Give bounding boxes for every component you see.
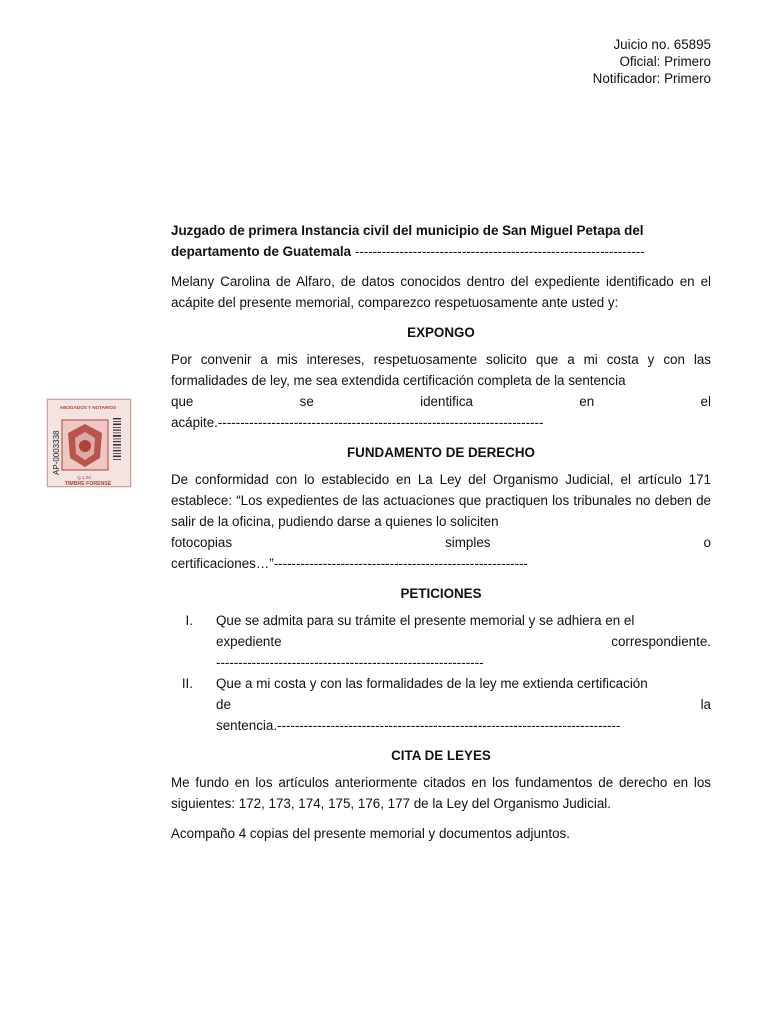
fundamento-paragraph: De conformidad con lo establecido en La Ley del Organismo Judicial, el artículo 171 establece: “Los expedientes de las actuaciones que practiquen los tribunales no deben de salir de la oficina, pudiendo darse a quienes lo soliciten — [171, 472, 711, 529]
peticion-text: Que a mi costa y con las formalidades de la ley me extienda certificación — [216, 676, 648, 691]
section-title-expongo: EXPONGO — [407, 325, 475, 340]
expongo-paragraph: Por convenir a mis intereses, respetuosamente solicito que a mi costa y con las formalidades de ley, me sea extendida certificación completa de la sentencia — [171, 352, 711, 388]
expongo-tail: acápite.------------------------------------------------------------------------- — [171, 415, 544, 430]
peticion-text: Que se admita para su trámite el presente memorial y se adhiera en el — [216, 613, 635, 628]
stamp-top-text: ABOGADOS Y NOTARIOS — [59, 405, 117, 410]
intro-paragraph: Melany Carolina de Alfaro, de datos conocidos dentro del expediente identificado en el acápite del presente memorial, comparezco respetuosamente ante usted y: — [171, 274, 711, 310]
peticion-number: I. — [185, 613, 193, 628]
peticion-tail: sentencia.----------------------------------------------------------------------------- — [216, 718, 621, 733]
spread-word: la — [700, 697, 711, 712]
fundamento-spread-line — [171, 532, 711, 553]
peticiones-list — [171, 610, 711, 736]
spread-word: de — [216, 697, 231, 712]
spread-word: correspondiente. — [611, 634, 711, 649]
peticion-spread-line — [216, 631, 711, 652]
case-number: Juicio no. 65895 — [613, 37, 711, 52]
spread-word: en — [579, 394, 595, 409]
peticion-tail: ------------------------------------------------------------ — [216, 655, 484, 670]
spread-word: se — [299, 394, 314, 409]
closing-paragraph: Acompaño 4 copias del presente memorial y documentos adjuntos. — [171, 826, 570, 841]
officer-label: Oficial: Primero — [619, 54, 711, 69]
court-address — [171, 220, 711, 262]
fundamento-tail: certificaciones…”--------------------------------------------------------- — [171, 556, 528, 571]
peticion-number: II. — [181, 676, 193, 691]
spread-word: identifica — [420, 394, 473, 409]
section-title-cita: CITA DE LEYES — [391, 748, 491, 763]
stamp-serial: AP-0003338 — [52, 430, 61, 475]
court-line-2: departamento de Guatemala — [171, 244, 352, 259]
spread-word: o — [703, 535, 711, 550]
stamp-icon — [46, 398, 132, 488]
spread-word: fotocopias — [171, 535, 233, 550]
peticion-spread-line — [216, 694, 711, 715]
notifier-label: Notificador: Primero — [592, 71, 711, 86]
spread-word: expediente — [216, 634, 282, 649]
spread-word: simples — [445, 535, 491, 550]
court-dashes: ----------------------------------------------------------------- — [354, 244, 645, 259]
section-title-peticiones: PETICIONES — [400, 586, 482, 601]
peticion-item — [171, 673, 711, 736]
peticion-item — [171, 610, 711, 673]
cita-paragraph: Me fundo en los artículos anteriormente citados en los fundamentos de derecho en los siguientes: 172, 173, 174, 175, 176, 177 de la Ley del Organismo Judicial. — [171, 775, 711, 811]
section-title-fundamento: FUNDAMENTO DE DERECHO — [347, 445, 535, 460]
stamp-value: Q 1.00 — [77, 475, 91, 480]
court-line-1: Juzgado de primera Instancia civil del municipio de San Miguel Petapa del — [171, 223, 644, 238]
case-header — [593, 36, 711, 87]
memorial-body — [171, 220, 711, 844]
spread-word: el — [700, 394, 711, 409]
expongo-spread-line — [171, 391, 711, 412]
spread-word: que — [171, 394, 194, 409]
stamp-bottom-text: TIMBRE FORENSE — [64, 481, 112, 487]
